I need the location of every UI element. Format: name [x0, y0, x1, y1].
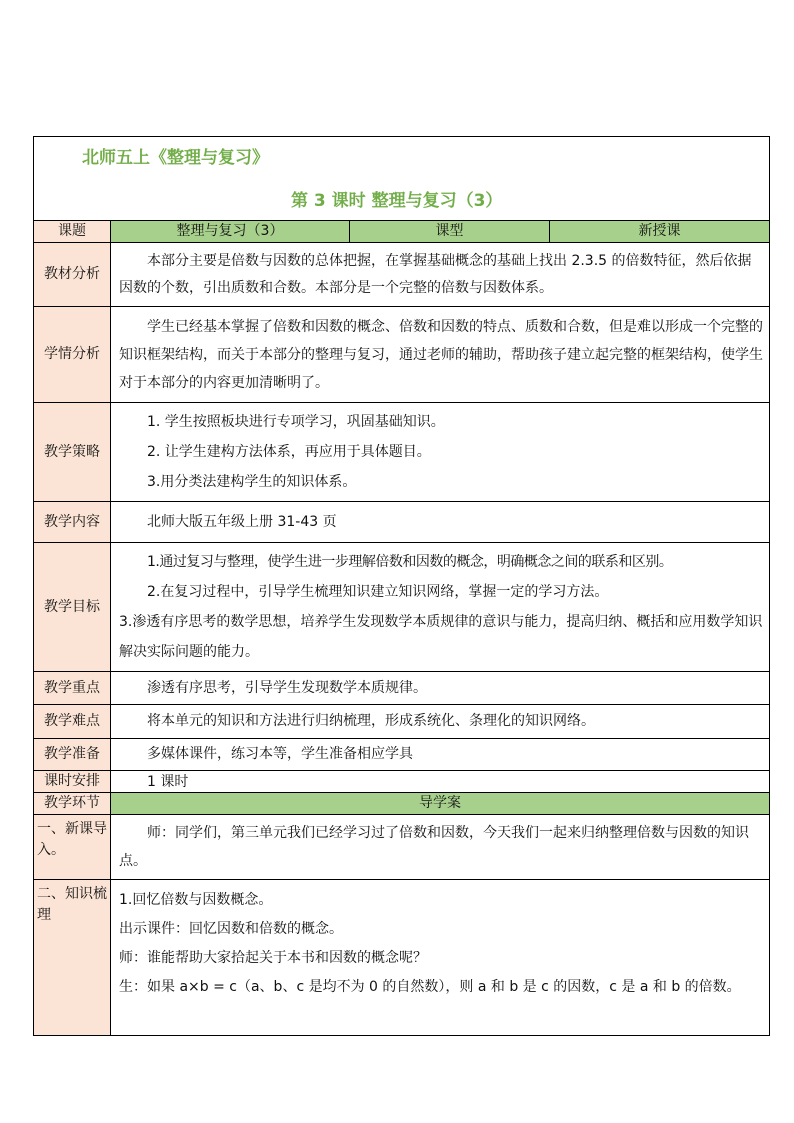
- difficulty-text: 将本单元的知识和方法进行归纳梳理，形成系统化、条理化的知识网络。: [111, 705, 770, 739]
- series-title: 北师五上《整理与复习》: [82, 148, 269, 168]
- type-value: 新授课: [550, 221, 770, 243]
- review-list: [111, 880, 770, 1036]
- topic-label: 课题: [34, 221, 111, 243]
- strategy-item: 2. 让学生建构方法体系，再应用于具体题目。: [147, 444, 431, 460]
- content-label: 教学内容: [34, 502, 111, 543]
- goal-item: 3.渗透有序思考的数学思想，培养学生发现数学本质规律的意识与能力，提高归纳、概括和应用数学知识解决实际问题的能力。: [119, 614, 763, 660]
- intro-label: 一、新课导入。: [34, 815, 111, 880]
- strategy-label: 教学策略: [34, 403, 111, 502]
- students-label: 学情分析: [34, 307, 111, 403]
- difficulty-label: 教学难点: [34, 705, 111, 739]
- content-text: 北师大版五年级上册 31-43 页: [111, 502, 770, 543]
- hours-text: 1 课时: [111, 771, 770, 793]
- type-label: 课型: [350, 221, 550, 243]
- review-item: 生：如果 a×b = c（a、b、c 是均不为 0 的自然数），则 a 和 b 是 c 的因数，c 是 a 和 b 的倍数。: [119, 979, 741, 995]
- strategy-item: 3.用分类法建构学生的知识体系。: [147, 474, 357, 490]
- review-item: 出示课件：回忆因数和倍数的概念。: [119, 921, 343, 937]
- header-cell: [34, 137, 770, 221]
- key-text: 渗透有序思考，引导学生发现数学本质规律。: [111, 672, 770, 705]
- goals-label: 教学目标: [34, 543, 111, 672]
- material-label: 教材分析: [34, 243, 111, 307]
- lesson-plan-table: [33, 136, 770, 1036]
- review-label: 二、知识梳理: [34, 880, 111, 1036]
- prep-label: 教学准备: [34, 739, 111, 771]
- intro-text: 师：同学们，第三单元我们已经学习过了倍数和因数，今天我们一起来归纳整理倍数与因数的知识点。: [111, 815, 770, 880]
- lesson-title: 第 3 课时 整理与复习（3）: [291, 191, 503, 211]
- strategy-item: 1. 学生按照板块进行专项学习，巩固基础知识。: [147, 414, 445, 430]
- material-text: 本部分主要是倍数与因数的总体把握，在掌握基础概念的基础上找出 2.3.5 的倍数特征，然后依据因数的个数，引出质数和合数。本部分是一个完整的倍数与因数体系。: [111, 243, 770, 307]
- stage-value: 导学案: [111, 793, 770, 815]
- goal-item: 2.在复习过程中，引导学生梳理知识建立知识网络，掌握一定的学习方法。: [147, 584, 609, 600]
- topic-value: 整理与复习（3）: [111, 221, 350, 243]
- hours-label: 课时安排: [34, 771, 111, 793]
- goal-item: 1.通过复习与整理，使学生进一步理解倍数和因数的概念，明确概念之间的联系和区别。: [147, 554, 673, 570]
- key-label: 教学重点: [34, 672, 111, 705]
- strategy-list: [111, 403, 770, 502]
- stage-label: 教学环节: [34, 793, 111, 815]
- review-item: 师：谁能帮助大家拾起关于本书和因数的概念呢？: [119, 950, 427, 966]
- prep-text: 多媒体课件，练习本等，学生准备相应学具: [111, 739, 770, 771]
- goals-list: [111, 543, 770, 672]
- review-item: 1.回忆倍数与因数概念。: [119, 892, 273, 908]
- students-text: 学生已经基本掌握了倍数和因数的概念、倍数和因数的特点、质数和合数，但是难以形成一个完整的知识框架结构，而关于本部分的整理与复习，通过老师的辅助，帮助孩子建立起完整的框架结构，使学生对于本部分的内容更加清晰明了。: [111, 307, 770, 403]
